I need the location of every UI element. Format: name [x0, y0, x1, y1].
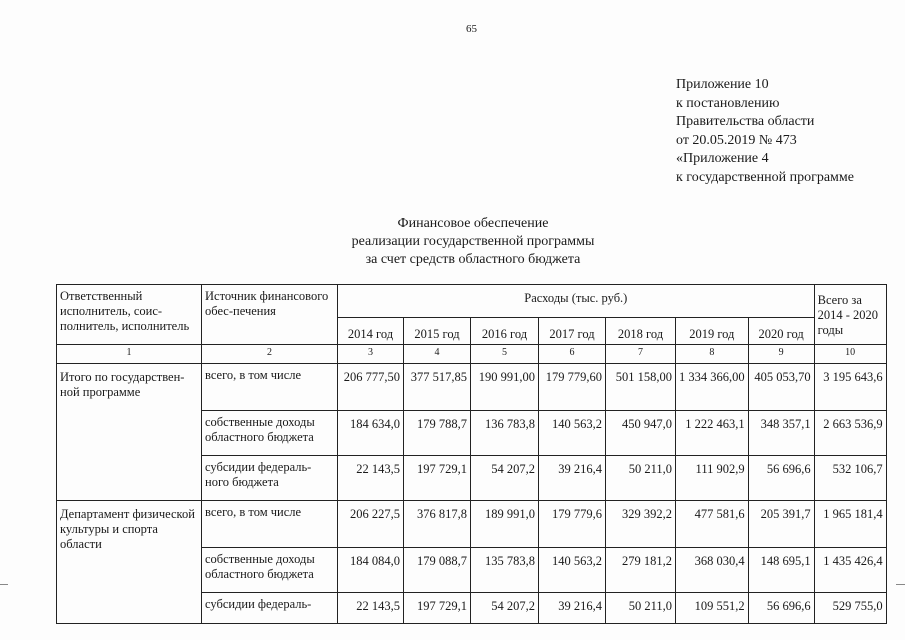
header-year: 2014 год [338, 318, 404, 345]
column-index: 9 [748, 345, 814, 364]
column-index: 1 [57, 345, 202, 364]
source-cell: субсидии федераль- [202, 593, 338, 624]
value-cell: 184 084,0 [338, 548, 404, 593]
header-year: 2018 год [606, 318, 676, 345]
value-cell: 22 143,5 [338, 593, 404, 624]
value-cell: 1 222 463,1 [676, 411, 749, 456]
header-total: Всего за 2014 - 2020 годы [814, 285, 886, 345]
table-row [57, 501, 887, 548]
value-cell: 179 779,6 [539, 501, 606, 548]
value-cell: 377 517,85 [404, 364, 471, 411]
scan-edge-mark [0, 584, 8, 585]
source-cell: всего, в том числе [202, 364, 338, 411]
appendix-line: Правительства области [676, 114, 815, 129]
value-cell: 135 783,8 [471, 548, 539, 593]
header-year: 2015 год [404, 318, 471, 345]
responsible-cell: Департамент физической культуры и спорта области [57, 501, 202, 624]
value-cell: 197 729,1 [404, 456, 471, 501]
value-cell: 54 207,2 [471, 456, 539, 501]
value-cell: 279 181,2 [606, 548, 676, 593]
column-index: 10 [814, 345, 886, 364]
value-cell: 189 991,0 [471, 501, 539, 548]
value-cell: 205 391,7 [748, 501, 814, 548]
value-cell: 368 030,4 [676, 548, 749, 593]
header-year: 2020 год [748, 318, 814, 345]
total-cell: 1 435 426,4 [814, 548, 886, 593]
value-cell: 39 216,4 [539, 456, 606, 501]
responsible-cell: Итого по государствен-ной программе [57, 364, 202, 501]
header-source: Источник финансового обес-печения [202, 285, 338, 345]
appendix-line: «Приложение 4 [676, 151, 769, 166]
column-index: 5 [471, 345, 539, 364]
source-cell: собственные доходы областного бюджета [202, 411, 338, 456]
financing-table [56, 284, 887, 624]
header-year: 2019 год [676, 318, 749, 345]
value-cell: 136 783,8 [471, 411, 539, 456]
table-row [57, 364, 887, 411]
title-line: Финансовое обеспечение [397, 216, 549, 231]
title-line: реализации государственной программы [351, 234, 595, 249]
value-cell: 348 357,1 [748, 411, 814, 456]
value-cell: 405 053,70 [748, 364, 814, 411]
header-year: 2017 год [539, 318, 606, 345]
title-line: за счет средств областного бюджета [365, 252, 581, 267]
header-year: 2016 год [471, 318, 539, 345]
value-cell: 190 991,00 [471, 364, 539, 411]
header-row [57, 285, 887, 318]
value-cell: 179 788,7 [404, 411, 471, 456]
source-cell: всего, в том числе [202, 501, 338, 548]
value-cell: 56 696,6 [748, 593, 814, 624]
document-title [300, 215, 646, 269]
appendix-block [676, 76, 854, 187]
value-cell: 22 143,5 [338, 456, 404, 501]
source-cell: собственные доходы областного бюджета [202, 548, 338, 593]
value-cell: 179 088,7 [404, 548, 471, 593]
column-index: 4 [404, 345, 471, 364]
column-index: 8 [676, 345, 749, 364]
value-cell: 56 696,6 [748, 456, 814, 501]
total-cell: 532 106,7 [814, 456, 886, 501]
header-expenses: Расходы (тыс. руб.) [338, 285, 815, 318]
value-cell: 206 777,50 [338, 364, 404, 411]
value-cell: 329 392,2 [606, 501, 676, 548]
scan-edge-mark [896, 584, 905, 585]
value-cell: 148 695,1 [748, 548, 814, 593]
source-cell: субсидии федераль-ного бюджета [202, 456, 338, 501]
value-cell: 450 947,0 [606, 411, 676, 456]
value-cell: 179 779,60 [539, 364, 606, 411]
total-cell: 3 195 643,6 [814, 364, 886, 411]
value-cell: 50 211,0 [606, 456, 676, 501]
value-cell: 1 334 366,00 [676, 364, 749, 411]
appendix-line: от 20.05.2019 № 473 [676, 132, 797, 148]
appendix-line: к постановлению [676, 95, 780, 111]
value-cell: 197 729,1 [404, 593, 471, 624]
page-number: 65 [466, 23, 477, 35]
header-responsible: Ответственный исполнитель, соис-полнитель, исполнитель [57, 285, 202, 345]
column-index: 6 [539, 345, 606, 364]
appendix-line: к государственной программе [676, 169, 854, 185]
total-cell: 2 663 536,9 [814, 411, 886, 456]
value-cell: 50 211,0 [606, 593, 676, 624]
value-cell: 184 634,0 [338, 411, 404, 456]
appendix-line: Приложение 10 [676, 77, 769, 92]
value-cell: 206 227,5 [338, 501, 404, 548]
column-index: 3 [338, 345, 404, 364]
value-cell: 477 581,6 [676, 501, 749, 548]
column-index-row [57, 345, 887, 364]
value-cell: 376 817,8 [404, 501, 471, 548]
value-cell: 111 902,9 [676, 456, 749, 501]
column-index: 7 [606, 345, 676, 364]
total-cell: 529 755,0 [814, 593, 886, 624]
value-cell: 39 216,4 [539, 593, 606, 624]
value-cell: 140 563,2 [539, 411, 606, 456]
column-index: 2 [202, 345, 338, 364]
total-cell: 1 965 181,4 [814, 501, 886, 548]
value-cell: 501 158,00 [606, 364, 676, 411]
value-cell: 109 551,2 [676, 593, 749, 624]
value-cell: 140 563,2 [539, 548, 606, 593]
value-cell: 54 207,2 [471, 593, 539, 624]
